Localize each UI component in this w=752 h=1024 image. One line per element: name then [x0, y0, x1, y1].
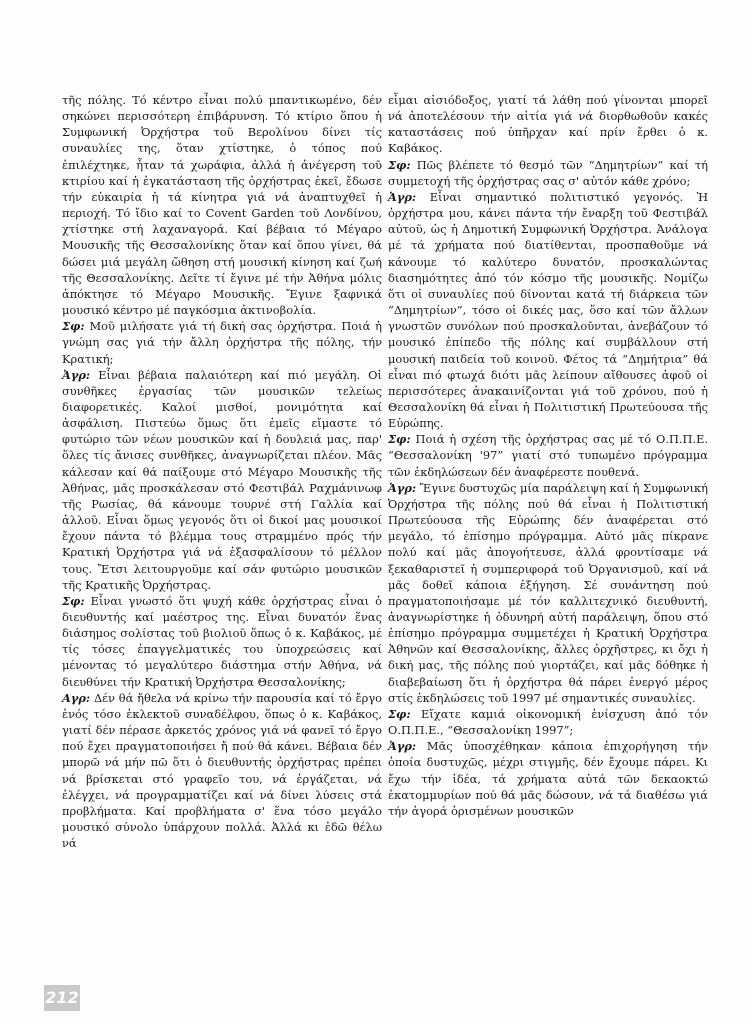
paragraph	[388, 189, 708, 431]
paragraph	[388, 431, 708, 479]
paragraph	[388, 706, 708, 738]
paragraph-text: Μοῦ μιλήσατε γιά τή δική σας ὀρχήστρα. Ποιά ἡ γνώμη σας γιά τήν ἄλλη ὀρχήστρα τῆς πόλης, τήν Κρατική;	[62, 319, 382, 366]
speaker-label: Ἀγρ:	[62, 367, 91, 382]
paragraph-text: Εἶναι σημαντικό πολιτιστικό γεγονός. Ἡ ὀρχήστρα μου, κάνει πάντα τήν ἔναρξη τοῦ Φεστιβάλ αὐτοῦ, ὡς ἡ Δημοτική Συμφωνική Ὀρχήστρα. Ἀνάλογα μέ τά χρήματα πού διατίθενται, προσπαθοῦμε νά κάνουμε τό καλύτερο δυνατόν, προσκαλώντας διασημότητες ἀπό τόν κόσμο τῆς μουσικῆς. Νομίζω ὅτι οἱ συναυλίες πού δίνονται κατά τή διάρκεια τῶν “Δημητρίων”, τόσο οἱ δικές μας, ὅσο καί τῶν ἄλλων γνωστῶν συνόλων πού προσκαλοῦνται, ἀνεβάζουν τό μουσικό ἐπίπεδο τῆς πόλης καί συμβάλλουν στή μουσική παιδεία τοῦ κοινοῦ. Φέτος τά “Δημήτρια” θά εἶναι πιό φτωχά διότι μᾶς λείπουν αἴθουσες ἀφοῦ οἱ περισσότερες ἀνακαινίζονται γιά τοῦ χρόνου, πού ἡ Θεσσαλονίκη θά εἶναι ἡ Πολιτιστική Πρωτεύουσα τῆς Εὐρώπης.	[388, 189, 708, 431]
paragraph	[388, 157, 708, 189]
page-number: 212	[44, 985, 80, 1011]
paragraph-text: εἶμαι αἰσιόδοξος, γιατί τά λάθη πού γίνονται μπορεῖ νά ἀποτελέσουν τήν αἰτία γιά νά διορθωθοῦν κακές καταστάσεις πού ὑπῆρχαν καί πρίν ἔρθει ὁ κ. Καβάκος.	[388, 93, 708, 156]
paragraph	[388, 92, 708, 157]
paragraph	[62, 690, 382, 852]
paragraph-text: τῆς πόλης. Τό κέντρο εἶναι πολύ μπαντικωμένο, δέν σηκώνει περισσότερη ἐπιβάρυνση. Τό κτίριο ὅπου ἡ Συμφωνική Ὀρχήστρα τοῦ Βερολίνου δίνει τίς συναυλίες της, ὅταν χτίστηκε, ὁ τόπος πού ἐπιλέχτηκε, ἦταν τά χωράφια, ἀλλά ἡ ἀνέγερση τοῦ κτιρίου καί ἡ ἐγκατάσταση τῆς ὀρχήστρας ἐκεῖ, ἔδωσε τήν εὐκαιρία ἡ τά κίνητρα γιά νά ἀναπτυχθεῖ ἡ περιοχή. Τό ἴδιο καί το Covent Garden τοῦ Λονδίνου, χτίστηκε στή λαχαναγορά. Καί βέβαια τό Μέγαρο Μουσικῆς τῆς Θεσσαλονίκης ὅταν καί ὅπου γίνει, θά δώσει μιά μεγάλη ὤθηση στή μουσική κίνηση καί ζωή τῆς Θεσσαλονίκης. Δεῖτε τί ἔγινε μέ τήν Ἀθήνα μόλις ἀπόκτησε τό Μέγαρο Μουσικῆς. Ἔγινε ξαφνικά μουσικό κέντρο μέ παγκόσμια ἀκτινοβολία.	[62, 93, 382, 318]
paragraph-text: Εἶναι γνωστό ὅτι ψυχή κάθε ὀρχήστρας εἶναι ὁ διευθυντής καί μαέστρος της. Εἶναι δυνατόν ἕνας διάσημος σολίστας τοῦ βιολιοῦ ὅπως ὁ κ. Καβάκος, μέ τίς τόσες ἐπαγγελματικές του ὑποχρεώσεις καί μένοντας τό μεγαλύτερο διάστημα στήν Ἀθήνα, νά διευθύνει τήν Κρατική Ὀρχήστρα Θεσσαλονίκης;	[62, 593, 382, 689]
speaker-label: Σφ:	[62, 593, 85, 608]
paragraph-text: Εἴχατε καμιά οἰκονομική ἐνίσχυση ἀπό τόν Ο.Π.Π.Ε., “Θεσσαλονίκη 1997”;	[388, 706, 708, 738]
speaker-label: Σφ:	[388, 157, 411, 172]
speaker-label: Ἀγρ:	[388, 480, 417, 495]
speaker-label: Αγρ:	[62, 690, 91, 705]
paragraph	[62, 367, 382, 593]
speaker-label: Σφ:	[62, 319, 85, 334]
speaker-label: Ἀγρ:	[388, 739, 417, 754]
paragraph	[62, 318, 382, 366]
left-column	[62, 92, 382, 851]
paragraph-text: Δέν θά ἤθελα νά κρίνω τήν παρουσία καί τό ἔργο ἑνός τόσο ἐκλεκτοῦ συναδέλφου, ὅπως ὁ κ. Καβάκος, γιατί δέν πέρασε ἀρκετός χρόνος γιά νά φανεῖ τό ἔργο πού ἔχει πραγματοποιήσει ἤ πού θά κάνει. Βέβαια δέν μπορῶ νά μήν πῶ ὅτι ὁ διευθυντής ὀρχήστρας πρέπει νά βρίσκεται στό γραφεῖο του, νά ἐργάζεται, νά ἐλέγχει, νά προγραμματίζει καί νά δίνει λύσεις στά προβλήματα. Καί προβλήματα σ' ἕνα τόσο μεγάλο μουσικό σύνολο ὑπάρχουν πολλά. Ἀλλά κι ἐδῶ θέλω νά	[62, 690, 382, 851]
paragraph	[62, 593, 382, 690]
speaker-label: Σφ:	[388, 706, 411, 721]
paragraph-text: Πῶς βλέπετε τό θεσμό τῶν “Δημητρίων” καί τή συμμετοχή τῆς ὀρχήστρας σας σ' αὐτόν κάθε χρόνο;	[388, 157, 708, 188]
paragraph-text: Εἶναι βέβαια παλαιότερη καί πιό μεγάλη. Οἱ συνθῆκες ἐργασίας τῶν μουσικῶν τελείως διαφορετικές. Καλοί μισθοί, μονιμότητα καί ἀσφάλιση. Πιστεύω ὅμως ὅτι ἐμεῖς εἴμαστε τό φυτώριο τῶν νέων μουσικῶν καί ἡ δουλειά μας, παρ' ὅλες τίς ἄνισες συνθῆκες, ἀναγνωρίζεται πλέον. Μᾶς κάλεσαν καί θά παίξουμε στό Μέγαρο Μουσικῆς τῆς Ἀθήνας, μᾶς προσκάλεσαν στό Φεστιβάλ Ραχμάνινωφ τῆς Ρωσίας, θά κάνουμε τουρνέ στή Γαλλία καί ἀλλοῦ. Εἶναι ὅμως γεγονός ὅτι οἱ δικοί μας μουσικοί ἔχουν πάντα τό βλέμμα τους στραμμένο πρός τήν Κρατική Ὀρχήστρα γιά νά ἐξασφαλίσουν τό μέλλον τους. Ἔτσι λειτουργοῦμε καί σάν φυτώριο μουσικῶν τῆς Κρατικῆς Ὀρχήστρας.	[62, 367, 382, 592]
paragraph	[388, 480, 708, 706]
speaker-label: Σφ:	[388, 432, 411, 447]
right-column	[388, 92, 708, 819]
paragraph-text: Μᾶς ὑποσχέθηκαν κάποια ἐπιχορήγηση τήν ὁποία δυστυχῶς, μέχρι στιγμῆς, δέν ἔχουμε πάρει. Κι ἔχω τήν ἰδέα, τά χρήματα αὐτά τῶν δεκαοκτώ ἑκατομμυρίων πού θά μᾶς δώσουν, νά τά διαθέσω γιά τήν ἀγορά ὁρισμένων μουσικῶν	[388, 739, 708, 818]
paragraph-text: Ποιά ἡ σχέση τῆς ὀρχήστρας σας μέ τό Ο.Π.Π.Ε. “Θεσσαλονίκη '97” γιατί στό τυπωμένο πρόγραμμα τῶν ἐκδηλώσεων δέν ἀναφέρεστε πουθενά.	[388, 432, 708, 479]
paragraph	[388, 738, 708, 819]
paragraph-text: Ἔγινε δυστυχῶς μία παράλειψη καί ἡ Συμφωνική Ὀρχήστρα τῆς πόλης πού θά εἶναι ἡ Πολιτιστική Πρωτεύουσα τῆς Εὐρώπης δέν ἀναφέρεται στό μεγάλο, τό ἐπίσημο πρόγραμμα. Αὐτό μᾶς πίκρανε πολύ καί μᾶς ἀπογοήτευσε, ἀλλά φροντίσαμε νά ξεκαθαριστεῖ ἡ συμπεριφορά τοῦ Ὀργανισμοῦ, καί νά μᾶς δοθεῖ κάποια ἐξήγηση. Σέ συνάντηση πού πραγματοποιήσαμε μέ τόν καλλιτεχνικό διευθυντή, ἀναγνωρίστηκε ἡ ὀδυνηρή αὐτή παράλειψη, ὅπου στό ἐπίσημο πρόγραμμα συμμετέχει ἡ Κρατική Ὀρχήστρα Ἀθηνῶν καί Θεσσαλονίκης, ἄλλες ὀρχῆστρες, κι ὄχι ἡ δική μας, τῆς πόλης πού γιορτάζει, καί μᾶς δόθηκε ἡ διαβεβαίωση ὅτι ἡ ὀρχήστρα θά πάρει ἐνεργό μέρος στίς ἐκδηλώσεις τοῦ 1997 μέ σημαντικές συναυλίες.	[388, 480, 708, 705]
speaker-label: Ἀγρ:	[388, 189, 417, 204]
paragraph	[62, 92, 382, 318]
